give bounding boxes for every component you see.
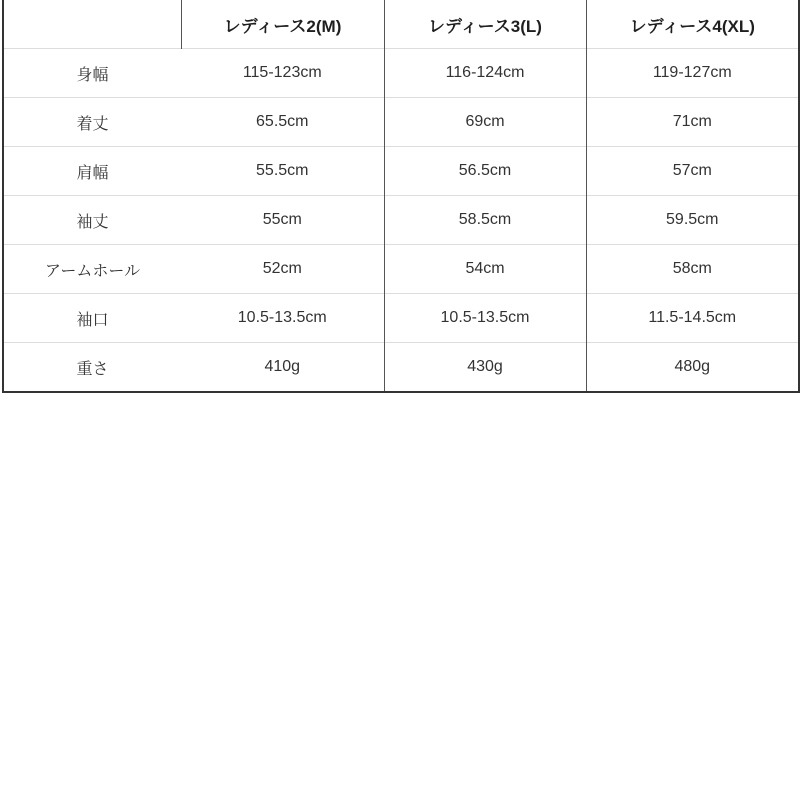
header-cell: レディース2(M)	[181, 0, 384, 49]
value-cell: 55cm	[181, 196, 384, 245]
header-cell-empty	[3, 0, 181, 49]
header-cell: レディース4(XL)	[586, 0, 799, 49]
value-cell: 65.5cm	[181, 98, 384, 147]
table-row	[3, 98, 799, 147]
value-cell: 52cm	[181, 245, 384, 294]
row-label-cell: 重さ	[3, 343, 181, 393]
value-cell: 54cm	[384, 245, 586, 294]
value-cell: 119-127cm	[586, 49, 799, 98]
row-label-cell: 袖口	[3, 294, 181, 343]
value-cell: 10.5-13.5cm	[384, 294, 586, 343]
value-cell: 11.5-14.5cm	[586, 294, 799, 343]
value-cell: 57cm	[586, 147, 799, 196]
value-cell: 58.5cm	[384, 196, 586, 245]
header-row	[3, 0, 799, 49]
row-label-cell: 袖丈	[3, 196, 181, 245]
value-cell: 71cm	[586, 98, 799, 147]
table-row	[3, 196, 799, 245]
row-label-cell: 身幅	[3, 49, 181, 98]
row-label-cell: 肩幅	[3, 147, 181, 196]
table-row	[3, 147, 799, 196]
table-row	[3, 245, 799, 294]
value-cell: 59.5cm	[586, 196, 799, 245]
size-chart-table	[2, 0, 800, 393]
value-cell: 116-124cm	[384, 49, 586, 98]
header-cell: レディース3(L)	[384, 0, 586, 49]
value-cell: 430g	[384, 343, 586, 393]
value-cell: 115-123cm	[181, 49, 384, 98]
value-cell: 480g	[586, 343, 799, 393]
size-chart-body	[3, 49, 799, 393]
row-label-cell: 着丈	[3, 98, 181, 147]
table-row	[3, 49, 799, 98]
value-cell: 56.5cm	[384, 147, 586, 196]
value-cell: 55.5cm	[181, 147, 384, 196]
table-row	[3, 343, 799, 393]
value-cell: 410g	[181, 343, 384, 393]
size-chart-header	[3, 0, 799, 49]
value-cell: 58cm	[586, 245, 799, 294]
value-cell: 10.5-13.5cm	[181, 294, 384, 343]
table-row	[3, 294, 799, 343]
row-label-cell: アームホール	[3, 245, 181, 294]
value-cell: 69cm	[384, 98, 586, 147]
